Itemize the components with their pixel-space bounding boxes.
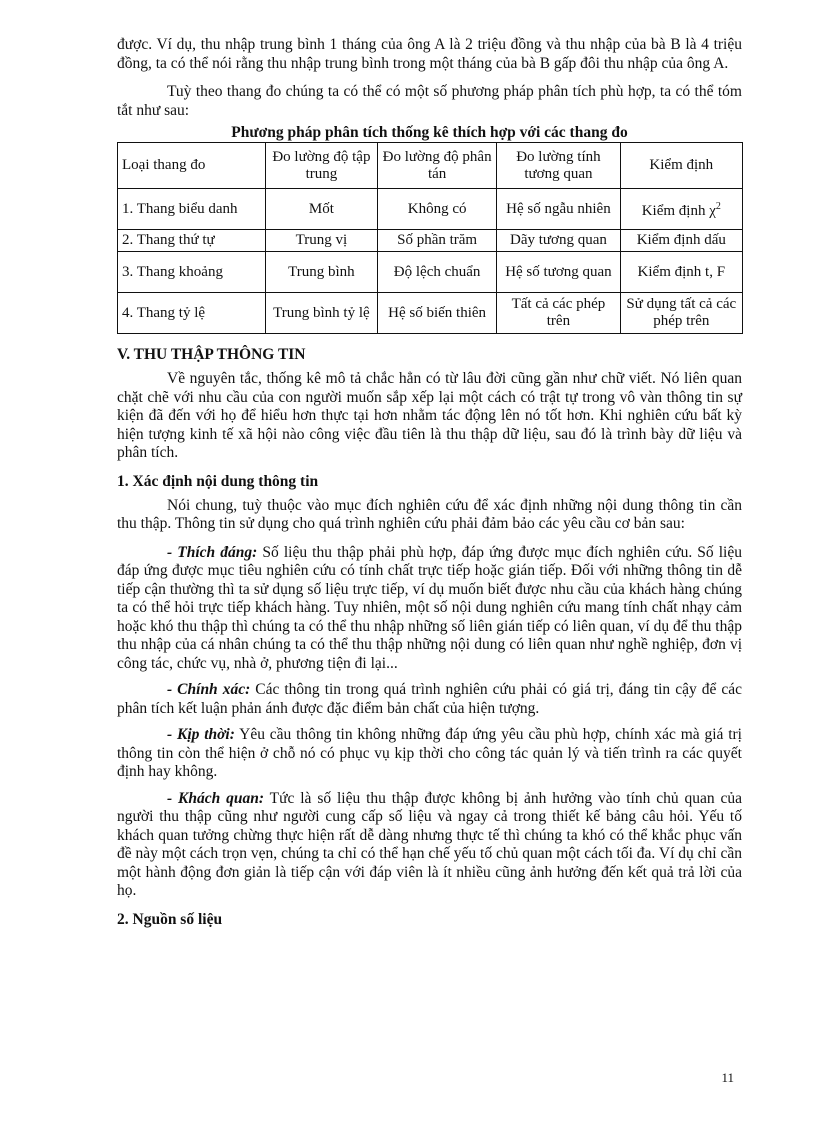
document-page — [117, 36, 742, 935]
table-cell: 3. Thang khoảng — [118, 252, 266, 293]
chi-square-test-label: Kiểm định χ — [641, 203, 716, 219]
table-cell: Mốt — [265, 189, 377, 230]
requirement-accurate — [117, 681, 742, 718]
subsection-1-paragraph: Nói chung, tuỳ thuộc vào mục đích nghiên cứu để xác định những nội dung thông tin cần thu thập. Thông tin sử dụng cho quá trình nghiên cứu phải đảm bảo các yêu cầu cơ bản sau: — [117, 496, 742, 532]
subsection-1-heading: 1. Xác định nội dung thông tin — [117, 472, 319, 490]
requirement-text: Tức là số liệu thu thập được không bị ảnh hưởng vào tính chủ quan của người thu thập cũng như người cung cấp số liệu và ngay cả trong thiết kế bảng câu hỏi. Yếu tố khách quan tưởng chừng thực hiện rất dễ dàng nhưng thực tế thì chúng ta khó có thể khắc phục vấn đề này một cách trọn vẹn, chúng ta chỉ có thể hạn chế yếu tố chủ quan một cách tối đa. Ví dụ chỉ cần một hành động đơn giản là tiếp cận với đáp viên là ít nhiều cũng ảnh hưởng đến kết quả trả lời của họ. — [117, 789, 742, 899]
table-row — [118, 189, 743, 230]
table-cell: Hệ số tương quan — [497, 252, 620, 293]
table-row — [118, 252, 743, 293]
table-cell: 1. Thang biểu danh — [118, 189, 266, 230]
table-cell: Hệ số ngẫu nhiên — [497, 189, 620, 230]
requirement-text: Số liệu thu thập phải phù hợp, đáp ứng được mục đích nghiên cứu. Số liệu đáp ứng được mục tiêu nghiên cứu có tính chất trực tiếp hoặc gián tiếp. Đối với những thông tin dễ tiếp cận thường thì ta sử dụng số liệu trực tiếp, ví dụ muốn biết được nhu cầu của khách hàng chúng ta có thể hỏi trực tiếp khách hàng. Tuy nhiên, một số nội dung nghiên cứu mang tính chất nhạy cảm hoặc khó thu thập thì chúng ta có thể thu nhập những số liên gián tiếp có liên quan, ví dụ để thu thập thu nhập của cá nhân chúng ta có thể thu thập những nội dung có liên quan như nghề nghiệp, đơn vị công tác, chức vụ, nhà ở, phương tiện đi lại... — [117, 543, 742, 672]
intro-paragraph-2: Tuỳ theo thang đo chúng ta có thể có một số phương pháp phân tích phù hợp, ta có thể tóm tắt như sau: — [117, 83, 742, 119]
requirement-text: Các thông tin trong quá trình nghiên cứu phải có giá trị, đáng tin cậy để các phân tích kết luận phản ánh được đặc điểm bản chất của hiện tượng. — [117, 681, 743, 717]
requirement-timely — [117, 726, 742, 782]
table-cell: 2. Thang thứ tự — [118, 230, 266, 252]
table-cell: Kiểm định t, F — [620, 252, 742, 293]
chi-superscript: 2 — [715, 201, 721, 212]
table-cell: Số phần trăm — [377, 230, 496, 252]
table-cell: Dãy tương quan — [497, 230, 620, 252]
table-title: Phương pháp phân tích thống kê thích hợp với các thang đo — [231, 124, 628, 141]
header-cell: Đo lường độ tập trung — [265, 143, 377, 189]
requirement-label: - Chính xác: — [167, 681, 251, 698]
scales-table — [117, 142, 743, 334]
table-cell: Không có — [377, 189, 496, 230]
requirement-relevant — [117, 544, 742, 674]
header-cell: Loại thang đo — [118, 143, 266, 189]
requirement-label: - Kịp thời: — [167, 726, 235, 743]
header-cell: Kiểm định — [620, 143, 742, 189]
table-cell: Hệ số biến thiên — [377, 293, 496, 334]
requirement-label: - Thích đáng: — [167, 543, 258, 561]
subsection-2-heading: 2. Nguồn số liệu — [117, 910, 223, 928]
table-cell: Sử dụng tất cả các phép trên — [620, 293, 742, 334]
table-row — [118, 230, 743, 252]
table-cell: Trung bình — [265, 252, 377, 293]
header-cell: Đo lường độ phân tán — [377, 143, 496, 189]
requirement-objective — [117, 790, 742, 901]
table-row — [118, 293, 743, 334]
page-number: 11 — [721, 1070, 734, 1085]
table-cell: Độ lệch chuẩn — [377, 252, 496, 293]
table-cell: Trung vị — [265, 230, 377, 252]
table-cell: Tất cả các phép trên — [497, 293, 620, 334]
requirement-text: Yêu cầu thông tin không những đáp ứng yêu cầu phù hợp, chính xác mà giá trị thông tin còn thể hiện ở chỗ nó có phục vụ kịp thời cho công tác quản lý và tiến trình ra các quyết định hay không. — [117, 726, 742, 780]
section-5-paragraph: Về nguyên tắc, thống kê mô tả chắc hẳn có từ lâu đời cũng gần như chữ viết. Nó liên quan chặt chẽ với nhu cầu của con người muốn sắp xếp lại một cách có trật tự trong vô vàn thông tin sự kiện đã đến với họ để hiểu hơn thực tại hơn nhằm tác động lên nó tốt hơn. Khi nghiên cứu bất kỳ hiện tượng kinh tế xã hội nào công việc đầu tiên là thu thập dữ liệu, sau đó là trình bày dữ liệu và phân tích. — [117, 370, 742, 461]
table-cell: 4. Thang tỷ lệ — [118, 293, 266, 334]
requirement-label: - Khách quan: — [167, 789, 265, 807]
table-header-row — [118, 143, 743, 189]
header-cell: Đo lường tính tương quan — [497, 143, 620, 189]
intro-paragraph-1: được. Ví dụ, thu nhập trung bình 1 tháng của ông A là 2 triệu đồng và thu nhập của bà B là 4 triệu đồng, ta có thể nói rằng thu nhập trung bình trong một tháng của bà B gấp đôi thu nhập của ông A. — [117, 36, 742, 72]
table-cell: Trung bình tỷ lệ — [265, 293, 377, 334]
table-cell: Kiểm định dấu — [620, 230, 742, 252]
table-cell — [620, 189, 742, 230]
section-5-heading: V. THU THẬP THÔNG TIN — [117, 346, 306, 363]
